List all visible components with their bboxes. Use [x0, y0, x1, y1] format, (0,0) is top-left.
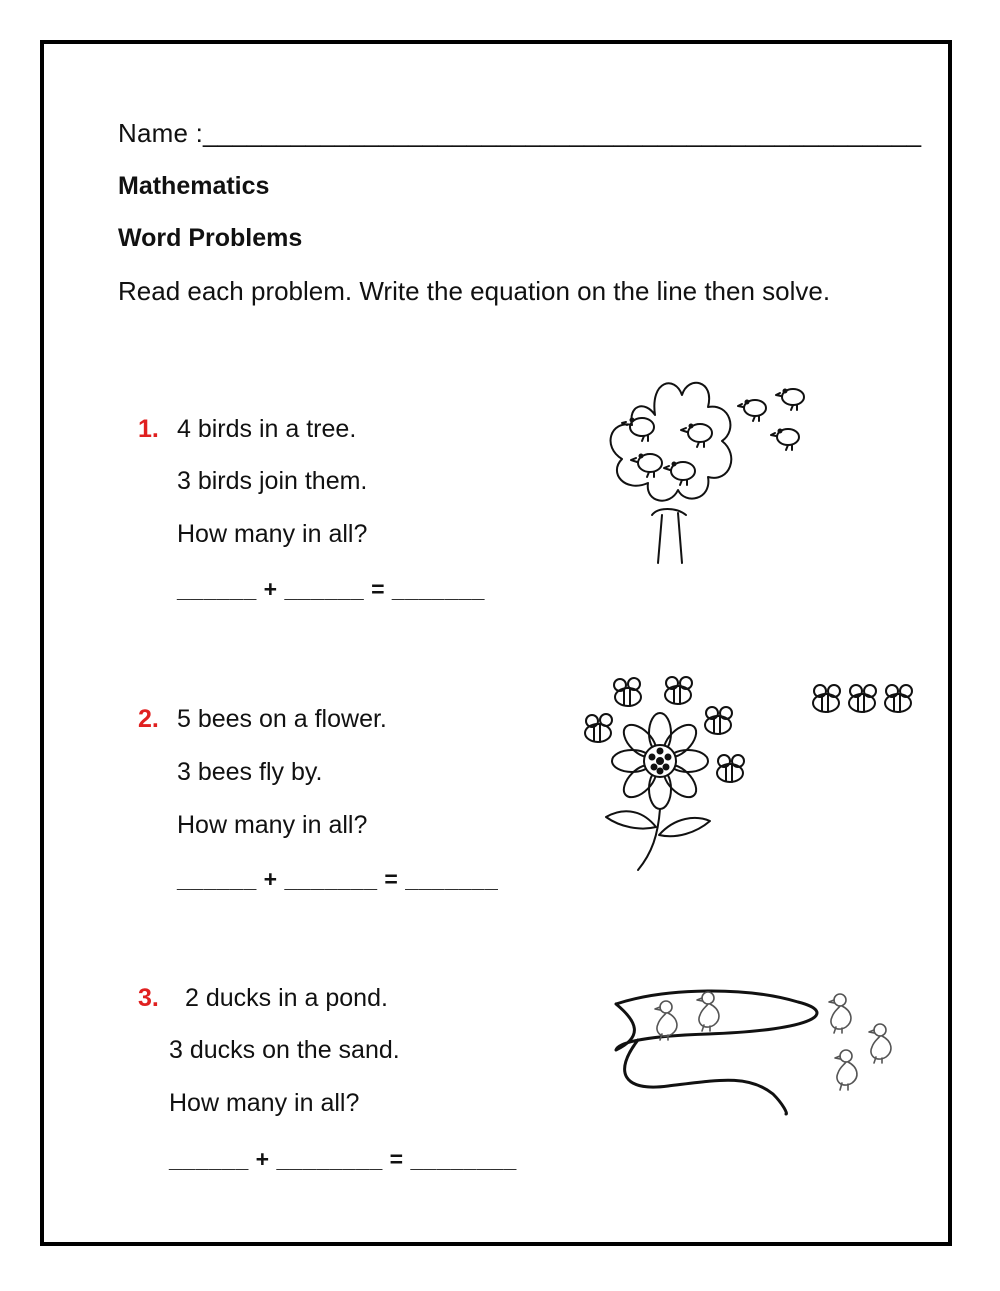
bee-icon: [885, 685, 912, 712]
bird-icon: [622, 418, 654, 441]
duck-icon: [697, 992, 719, 1031]
pond-with-ducks-illustration: [608, 982, 918, 1122]
problem-2-line-2: 3 bees fly by.: [177, 758, 323, 786]
name-field-line[interactable]: Name :_________________________________________________: [118, 118, 922, 148]
bee-icon: [614, 678, 641, 706]
flower-with-bees-illustration: [580, 675, 925, 875]
tree-canopy: [611, 383, 732, 501]
problem-3-line-2: 3 ducks on the sand.: [169, 1036, 400, 1064]
problem-1-equation-blanks[interactable]: ______ + ______ = _______: [177, 576, 485, 602]
problem-2-question: How many in all?: [177, 811, 368, 839]
tree-with-birds-illustration: [600, 375, 850, 570]
duck-icon: [869, 1024, 891, 1063]
duck-icon: [829, 994, 851, 1033]
bee-icon: [849, 685, 876, 712]
problem-1-line-1: 4 birds in a tree.: [177, 415, 357, 443]
topic-heading: Word Problems: [118, 224, 303, 252]
problem-1-number: 1.: [138, 415, 159, 443]
bee-icon: [665, 677, 692, 704]
problem-2-line-1: 5 bees on a flower.: [177, 705, 387, 733]
bee-icon: [585, 714, 612, 742]
bee-icon: [717, 755, 744, 782]
bird-icon: [631, 454, 662, 477]
problem-2-number: 2.: [138, 705, 159, 733]
subject-heading: Mathematics: [118, 172, 270, 200]
duck-icon: [835, 1050, 857, 1090]
problem-3-question: How many in all?: [169, 1089, 360, 1117]
bird-icon: [681, 424, 712, 447]
problem-1-question: How many in all?: [177, 520, 368, 548]
problem-3-equation-blanks[interactable]: ______ + ________ = ________: [169, 1146, 517, 1172]
instructions-text: Read each problem. Write the equation on the line then solve.: [118, 276, 831, 306]
duck-icon: [655, 1001, 677, 1040]
problem-2-equation-blanks[interactable]: ______ + _______ = _______: [177, 866, 499, 892]
bird-icon: [776, 389, 804, 410]
bee-icon: [813, 685, 840, 712]
tree-trunk: [652, 509, 686, 563]
bird-icon: [771, 429, 799, 450]
flower-icon: [606, 713, 710, 870]
problem-3-line-1: 2 ducks in a pond.: [185, 984, 388, 1012]
problem-3-number: 3.: [138, 984, 159, 1012]
bee-icon: [705, 707, 732, 734]
bird-icon: [664, 462, 695, 485]
problem-1-line-2: 3 birds join them.: [177, 467, 368, 495]
bird-icon: [738, 400, 766, 421]
